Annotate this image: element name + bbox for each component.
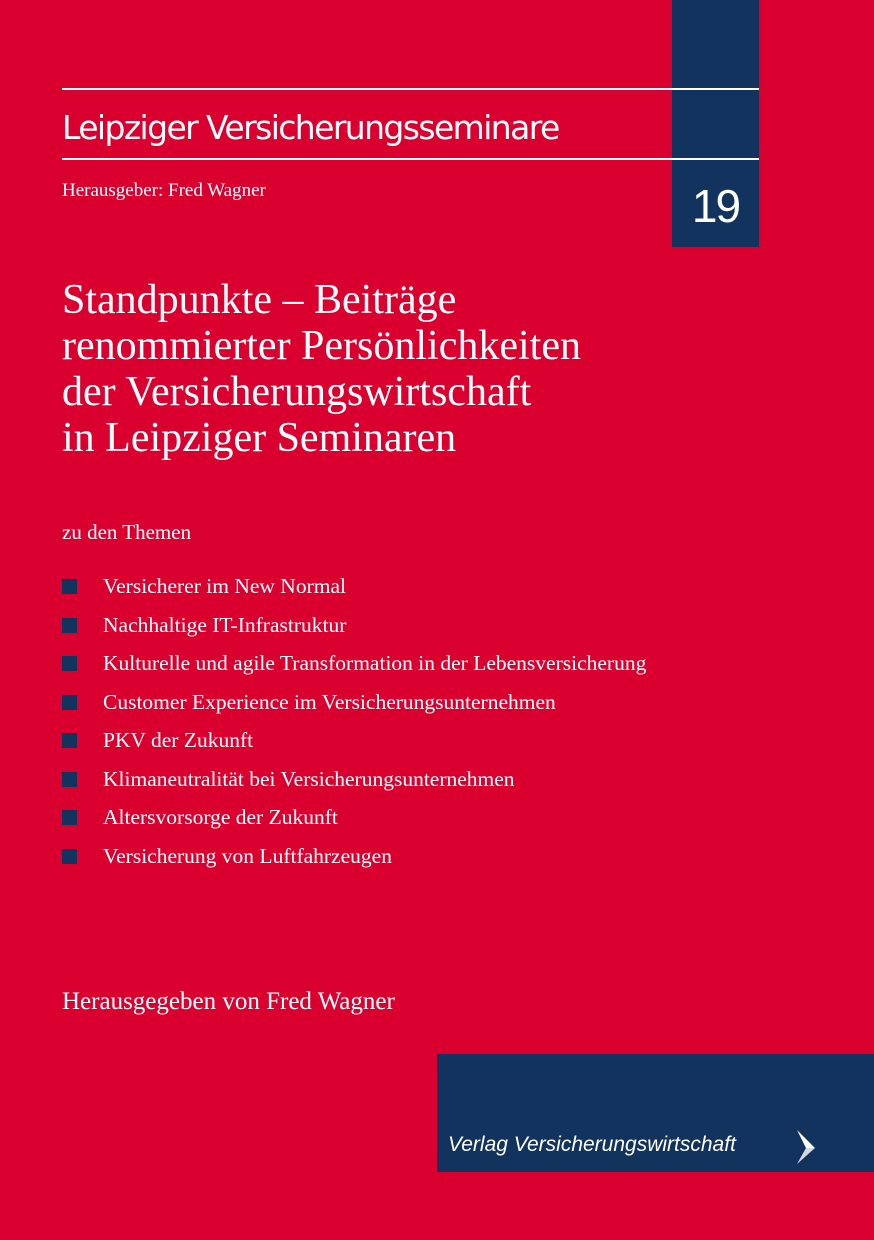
book-title-line: in Leipziger Seminaren — [62, 415, 457, 461]
square-bullet-icon — [62, 849, 77, 864]
square-bullet-icon — [62, 656, 77, 671]
square-bullet-icon — [62, 618, 77, 633]
series-number: 19 — [691, 180, 740, 232]
topic-label: Versicherer im New Normal — [103, 574, 346, 598]
topic-item — [62, 571, 646, 610]
series-title: Leipziger Versicherungsseminare — [62, 108, 559, 147]
square-bullet-icon — [62, 733, 77, 748]
series-rule-top — [62, 88, 759, 90]
series-rule-bottom — [62, 158, 759, 160]
topic-item — [62, 764, 646, 803]
topic-label: Customer Experience im Versicherungsunternehmen — [103, 689, 556, 714]
topic-list — [62, 571, 646, 879]
square-bullet-icon — [62, 772, 77, 787]
topics-intro: zu den Themen — [62, 520, 192, 544]
arrow-cursor-logo-icon — [794, 1128, 818, 1166]
topic-item — [62, 648, 646, 687]
square-bullet-icon — [62, 810, 77, 825]
book-title-line: Standpunkte – Beiträge — [62, 277, 457, 323]
topic-label: Altersvorsorge der Zukunft — [103, 805, 338, 829]
topic-label: Kulturelle und agile Transformation in der Lebensversicherung — [103, 651, 647, 675]
topic-label: Klimaneutralität bei Versicherungsunternehmen — [103, 766, 515, 791]
square-bullet-icon — [62, 695, 77, 710]
edited-by: Herausgegeben von Fred Wagner — [62, 988, 395, 1015]
topic-item — [62, 687, 646, 726]
book-title-line: renommierter Persönlichkeiten — [62, 323, 581, 369]
topic-item — [62, 725, 646, 764]
topic-item — [62, 610, 646, 649]
series-editor: Herausgeber: Fred Wagner — [62, 180, 266, 201]
book-title-line: der Versicherungswirtschaft — [62, 369, 532, 415]
topic-label: PKV der Zukunft — [103, 728, 254, 752]
publisher-name: Verlag Versicherungswirtschaft — [448, 1133, 736, 1156]
topic-label: Versicherung von Luftfahrzeugen — [103, 843, 392, 868]
topic-item — [62, 841, 646, 880]
topic-item — [62, 802, 646, 841]
topic-label: Nachhaltige IT-Infrastruktur — [103, 612, 347, 637]
square-bullet-icon — [62, 579, 77, 594]
book-title — [62, 277, 581, 461]
